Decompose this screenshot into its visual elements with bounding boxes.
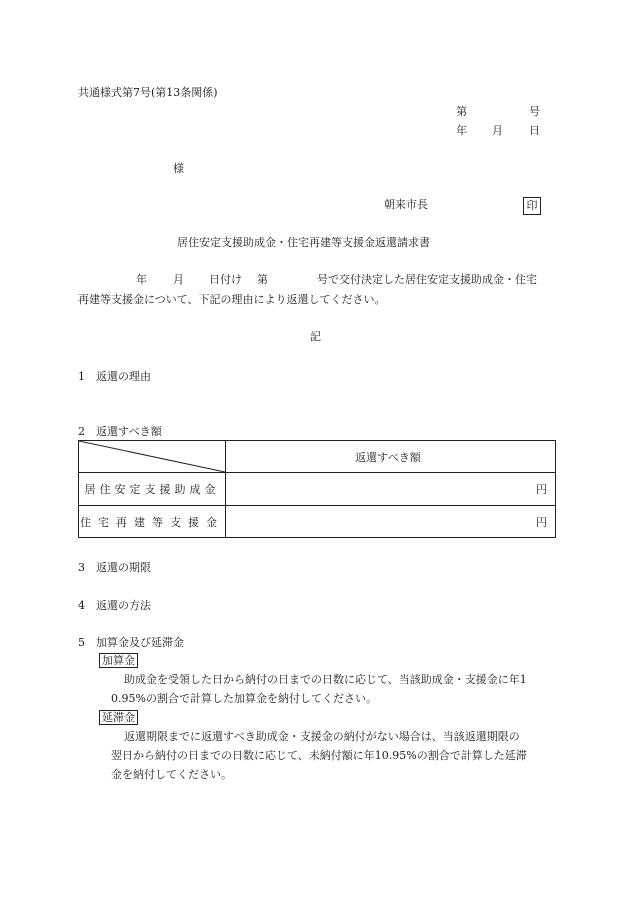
row-label-jutaku: 住宅再建等支援金 [80,516,224,529]
intro-day: 日付け [209,273,242,286]
document-no-suffix: 号 [529,105,540,118]
date-year: 年 [456,124,467,137]
date-day: 日 [529,124,540,137]
ki-heading: 記 [310,330,321,343]
item-reason: 1 返還の理由 [78,370,151,383]
document-title: 居住安定支援助成金・住宅再建等支援金返還請求書 [177,236,430,249]
issuer-name: 朝来市長 [384,198,428,211]
item-amount: 2 返還すべき額 [78,425,162,438]
return-amount-table [78,440,556,538]
diagonal-header-cell [79,441,225,473]
entai-line3: 金を納付してください。 [111,768,232,781]
kasan-label [99,654,138,667]
document-no-prefix: 第 [456,105,467,118]
intro-text-line2: 再建等支援金について、下記の理由により返還してください。 [78,293,386,306]
item-method: 4 返還の方法 [78,599,151,612]
item-surcharge: 5 加算金及び延滞金 [78,636,184,649]
entai-line2: 翌日から納付の日までの日数に応じて、未納付額に年10.95%の割合で計算した延滞 [111,749,527,762]
row-unit-jutaku: 円 [536,516,547,529]
entai-label-box: 延滞金 [99,710,138,725]
entai-label [99,711,138,724]
addressee-suffix: 様 [173,162,184,175]
table-header-amount: 返還すべき額 [355,451,421,464]
intro-month: 月 [173,273,184,286]
kasan-label-box: 加算金 [99,653,138,668]
item-deadline: 3 返還の期限 [78,561,151,574]
intro-no: 第 [257,273,268,286]
intro-year: 年 [136,273,147,286]
row-unit-kyoju: 円 [536,483,547,496]
entai-line1: 返還期限までに返還すべき助成金・支援金の納付がない場合は、当該返還期限の [124,730,520,743]
kasan-line1: 助成金を受領した日から納付の日までの日数に応じて、当該助成金・支援金に年1 [124,673,527,686]
kasan-line2: 0.95%の割合で計算した加算金を納付してください。 [111,692,377,705]
form-number: 共通様式第7号(第13条関係) [78,86,218,99]
intro-text: 号で交付決定した居住安定支援助成金・住宅 [317,273,537,286]
seal-mark: 印 [523,197,541,215]
row-label-kyoju: 居住安定支援助成金 [84,483,220,496]
date-month: 月 [492,124,503,137]
